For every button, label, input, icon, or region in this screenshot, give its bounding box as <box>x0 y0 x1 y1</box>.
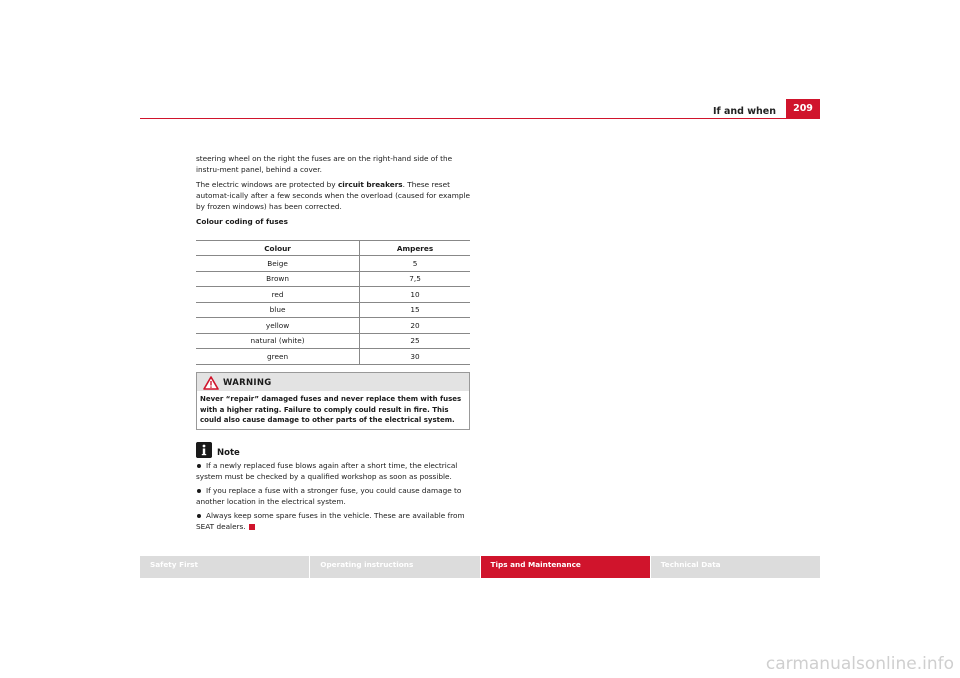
amperes-cell: 30 <box>360 349 470 365</box>
warning-header <box>197 373 469 391</box>
list-item: Always keep some spare fuses in the vehicle. These are available from SEAT dealers. <box>196 511 465 531</box>
table-row <box>196 271 470 287</box>
column-header-colour: Colour <box>196 241 360 256</box>
table-row <box>196 302 470 318</box>
bullet-icon <box>197 464 201 468</box>
table-heading: Colour coding of fuses <box>196 217 288 226</box>
warning-title: WARNING <box>223 378 272 388</box>
paragraph-fuse-location: steering wheel on the right the fuses are on the right-hand side of the instru-ment panel, behind a cover. <box>196 154 453 174</box>
colour-cell: Brown <box>196 271 360 287</box>
list-item: If a newly replaced fuse blows again after a short time, the electrical system must be checked by a qualified workshop as soon as possible. <box>196 461 458 481</box>
intro-text <box>196 153 472 231</box>
amperes-cell: 10 <box>360 287 470 303</box>
note-title: Note <box>217 448 240 458</box>
warning-text: Never “repair” damaged fuses and never replace them with fuses with a higher rating. Failure to comply could result in fire. This could also cause damage to other parts of the electrical system. <box>200 395 462 424</box>
colour-cell: yellow <box>196 318 360 334</box>
colour-cell: red <box>196 287 360 303</box>
note-list <box>196 460 472 535</box>
info-icon <box>196 442 212 458</box>
colour-cell: blue <box>196 302 360 318</box>
fuse-colour-table <box>196 240 470 365</box>
warning-triangle-icon <box>203 376 219 390</box>
table-row <box>196 287 470 303</box>
table-row <box>196 349 470 365</box>
section-end-marker <box>249 524 255 530</box>
circuit-breakers-term: circuit breakers <box>337 180 403 189</box>
section-title: If and when <box>712 106 776 117</box>
watermark: carmanualsonline.info <box>765 654 954 674</box>
colour-cell: Beige <box>196 256 360 272</box>
amperes-cell: 20 <box>360 318 470 334</box>
amperes-cell: 5 <box>360 256 470 272</box>
bullet-icon <box>197 489 201 493</box>
header-rule <box>140 118 820 119</box>
warning-box <box>196 372 470 430</box>
amperes-cell: 25 <box>360 333 470 349</box>
amperes-cell: 15 <box>360 302 470 318</box>
colour-cell: green <box>196 349 360 365</box>
table-row <box>196 256 470 272</box>
footer-nav <box>140 556 820 578</box>
amperes-cell: 7,5 <box>360 271 470 287</box>
page-number: 209 <box>786 99 820 119</box>
table-row <box>196 318 470 334</box>
tab-technical-data[interactable]: Technical Data <box>651 556 820 578</box>
tab-operating-instructions[interactable]: Operating instructions <box>310 556 479 578</box>
tab-tips-and-maintenance[interactable]: Tips and Maintenance <box>481 556 650 578</box>
table-row <box>196 333 470 349</box>
bullet-icon <box>197 514 201 518</box>
column-header-amperes: Amperes <box>360 241 470 256</box>
colour-cell: natural (white) <box>196 333 360 349</box>
list-item: If you replace a fuse with a stronger fuse, you could cause damage to another location in the electrical system. <box>196 486 462 506</box>
tab-safety-first[interactable]: Safety First <box>140 556 309 578</box>
paragraph-circuit-breakers: The electric windows are protected by circuit breakers. These reset automat-ically after a few seconds when the overload (caused for example by frozen windows) has been corrected. <box>196 180 471 211</box>
